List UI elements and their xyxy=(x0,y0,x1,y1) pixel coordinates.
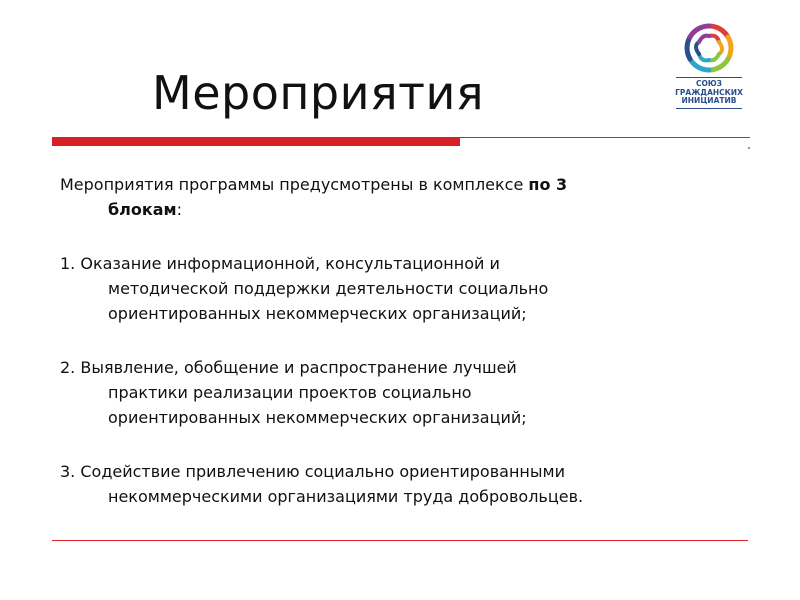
list-item-line-2: практики реализации проектов социально xyxy=(108,383,472,402)
list-item-line-2: некоммерческими организациями труда добровольцев. xyxy=(108,487,584,506)
logo-emblem-icon xyxy=(648,10,770,80)
logo-line-1: СОЮЗ xyxy=(695,79,722,88)
list-item xyxy=(60,355,750,430)
intro-text-colon: : xyxy=(176,200,183,219)
title-underline-dot xyxy=(748,147,750,149)
list-item xyxy=(60,459,750,509)
list-item xyxy=(60,251,750,326)
intro-paragraph xyxy=(60,172,750,222)
slide-title: Мероприятия xyxy=(152,66,485,120)
title-underline-bar xyxy=(52,138,460,146)
list-item-line-3: ориентированных некоммерческих организаций; xyxy=(108,408,527,427)
slide-body xyxy=(60,172,750,538)
list-item-line-2: методической поддержки деятельности социально xyxy=(108,279,549,298)
logo xyxy=(648,10,770,132)
intro-text-bold: по 3 xyxy=(528,175,568,194)
logo-line-2: ГРАЖДАНСКИХ xyxy=(675,87,743,97)
bottom-divider xyxy=(52,540,748,541)
logo-text xyxy=(648,80,770,106)
list-item-line-1: 2. Выявление, обобщение и распространение лучшей xyxy=(60,358,517,377)
logo-line-3: ИНИЦИАТИВ xyxy=(681,96,737,105)
list-item-line-1: 3. Содействие привлечению социально ориентированными xyxy=(60,462,565,481)
intro-text-plain: Мероприятия программы предусмотрены в комплексе xyxy=(60,175,529,194)
list-item-line-1: 1. Оказание информационной, консультационной и xyxy=(60,254,500,273)
intro-text-bold-2: блокам xyxy=(108,200,177,219)
list-item-line-3: ориентированных некоммерческих организаций; xyxy=(108,304,527,323)
